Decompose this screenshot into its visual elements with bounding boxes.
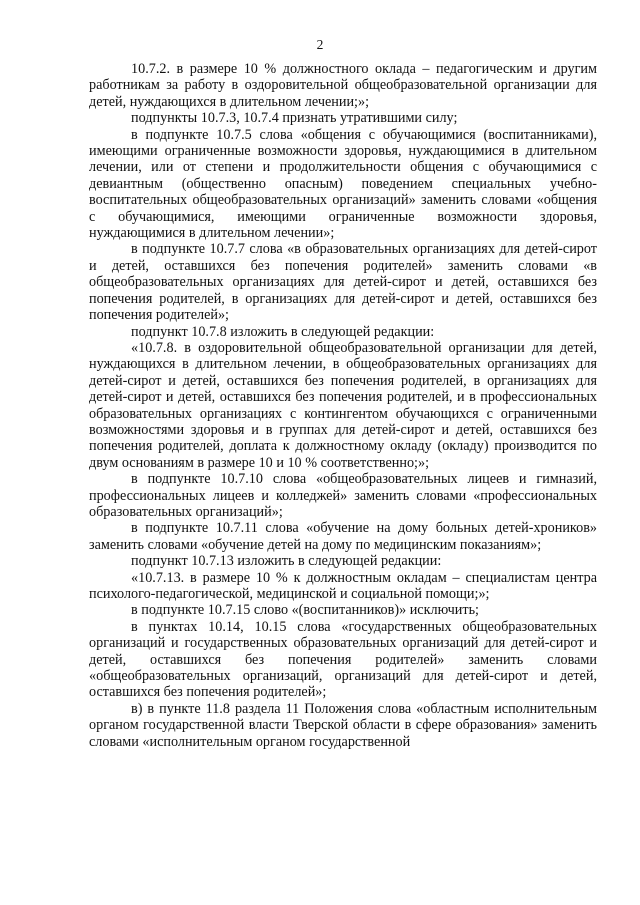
paragraph-subpoints-void: подпункты 10.7.3, 10.7.4 признать утратившими силу;	[131, 110, 458, 127]
paragraph-10-7-13-text: «10.7.13. в размере 10 % к должностным окладам – специалистам центра психолого-педагогической, медицинской и социальной помощи;»;	[89, 569, 597, 602]
paragraph-10-7-2: 10.7.2. в размере 10 % должностного оклада – педагогическим и другим работникам за работу в оздоровительной общеобразовательной организации для детей, нуждающихся в длительном лечении;»;	[89, 61, 597, 110]
paragraph-11-8: в) в пункте 11.8 раздела 11 Положения слова «областным исполнительным органом государственной власти Тверской области в сфере образования» заменить словами «исполнительным органом государственной	[89, 700, 597, 750]
paragraph-10-7-10: в подпункте 10.7.10 слова «общеобразовательных лицеев и гимназий, профессиональных лицеев и колледжей» заменить словами «профессиональных образовательных организаций»;	[89, 471, 597, 520]
document-body	[89, 61, 597, 750]
paragraph-10-7-7: в подпункте 10.7.7 слова «в образовательных организациях для детей-сирот и детей, оставшихся без попечения родителей» заменить словами «в общеобразовательных организациях для детей-сирот и детей, оставшихся без попечения родителей, в организациях для детей-сирот и детей, оставшихся без попечения родителей»;	[89, 241, 597, 324]
paragraph-10-14-10-15: в пунктах 10.14, 10.15 слова «государственных общеобразовательных организаций и государственных образовательных организаций для детей-сирот и детей, оставшихся без попечения родителей» заменить словами «общеобразовательных организаций, организаций для детей-сирот и детей, оставшихся без попечения родителей»;	[89, 618, 597, 701]
paragraph-10-7-15: в подпункте 10.7.15 слово «(воспитанников)» исключить;	[131, 602, 479, 619]
paragraph-10-7-8-intro: подпункт 10.7.8 изложить в следующей редакции:	[131, 323, 435, 340]
paragraph-10-7-13-intro: подпункт 10.7.13 изложить в следующей редакции:	[131, 553, 442, 570]
paragraph-10-7-11: в подпункте 10.7.11 слова «обучение на дому больных детей-хроников» заменить словами «обучение детей на дому по медицинским показаниям»;	[89, 520, 597, 553]
paragraph-10-7-8-text: «10.7.8. в оздоровительной общеобразовательной организации для детей, нуждающихся в длительном лечении, в общеобразовательных организациях для детей-сирот и детей, оставшихся без попечения родителей, в организациях для детей-сирот и детей, оставшихся без попечения родителей, и в профессиональных образовательных организациях с контингентом обучающихся с ограниченными возможностями здоровья и в группах для детей-сирот и детей, оставшихся без попечения родителей, доплата к должностному окладу (окладу) производится по двум основаниям в размере 10 и 10 % соответственно;»;	[89, 339, 597, 471]
page-number: 2	[316, 37, 324, 52]
paragraph-10-7-5: в подпункте 10.7.5 слова «общения с обучающимися (воспитанниками), имеющими ограниченные возможности здоровья, нуждающимися в длительном лечении, или от степени и продолжительности общения с обучающимися с девиантным (общественно опасным) поведением специальных учебно-воспитательных общеобразовательных организаций» заменить словами «общения с обучающимися, имеющими ограниченные возможности здоровья, нуждающимися в длительном лечении»;	[89, 126, 597, 242]
